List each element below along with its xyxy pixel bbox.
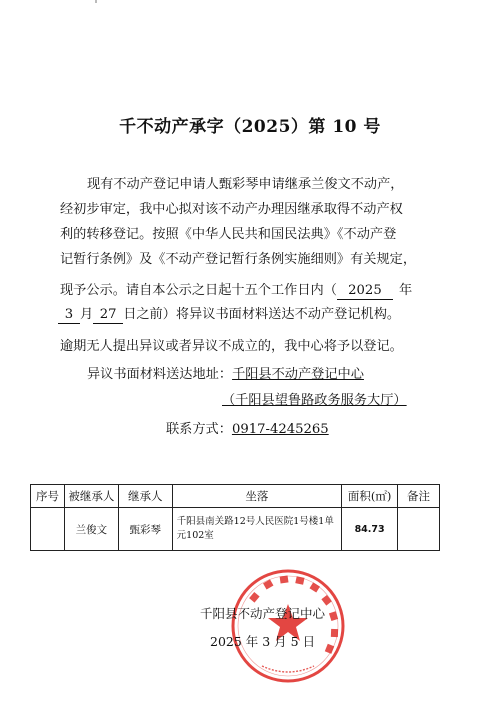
col-header-area: 面积(㎡) [342,485,398,508]
cell-heir: 甄彩琴 [118,508,172,551]
month-char: 月 [80,307,94,322]
col-header-heir: 继承人 [118,485,172,508]
deadline-day: 27 [93,307,123,324]
body-line-3: 利的转移登记。按照《中华人民共和国民法典》《不动产登 [60,227,397,242]
contact-line [166,421,329,439]
scan-mark [95,0,97,3]
deadline-year: 2025 [337,283,393,300]
body-line-6-text: 日之前）将异议书面材料送达不动产登记机构。 [123,307,401,322]
cell-no [31,508,65,551]
objection-address-2 [222,392,407,410]
cell-remark [398,508,440,551]
table-row [31,508,440,551]
document-title: 千不动产承字（2025）第 10 号 [119,117,381,137]
body-line-5-text: 现予公示。请自本公示之日起十五个工作日内（ [60,283,337,298]
objection-address: 千阳县不动产登记中心 [232,367,364,382]
body-line-4: 记暂行条例》及《不动产登记暂行条例实施细则》有关规定， [60,252,417,267]
issuer-name: 千阳县不动产登记中心 [200,606,326,621]
col-header-remark: 备注 [398,485,440,508]
objection-address-line [87,366,392,384]
table-header-row [31,485,440,508]
year-char: 年 [398,283,413,298]
col-header-no: 序号 [31,485,65,508]
contact-phone: 0917-4245265 [231,422,329,437]
contact-label: 联系方式： [166,422,232,437]
issue-date: 2025 年 3 月 5 日 [210,634,316,649]
col-header-location: 坐落 [172,485,341,508]
deadline-month: 3 [58,307,80,324]
cell-area: 84.73 [342,508,398,551]
body-line-5 [60,282,412,300]
body-line-6 [58,306,400,324]
official-seal [228,566,348,686]
body-line-1: 现有不动产登记申请人甄彩琴申请继承兰俊文不动产， [87,177,404,192]
col-header-decedent: 被继承人 [64,485,118,508]
objection-address-detail: （千阳县望鲁路政务服务大厅） [222,393,407,408]
body-line-2: 经初步审定，我中心拟对该不动产办理因继承取得不动产权 [60,202,403,217]
body-line-7: 逾期无人提出异议或者异议不成立的，我中心将予以登记。 [60,339,403,354]
objection-label: 异议书面材料送达地址： [87,367,233,382]
cell-decedent: 兰俊文 [64,508,118,551]
cell-location: 千阳县南关路12号人民医院1号楼1单元102室 [172,508,341,551]
registration-table [30,484,440,551]
